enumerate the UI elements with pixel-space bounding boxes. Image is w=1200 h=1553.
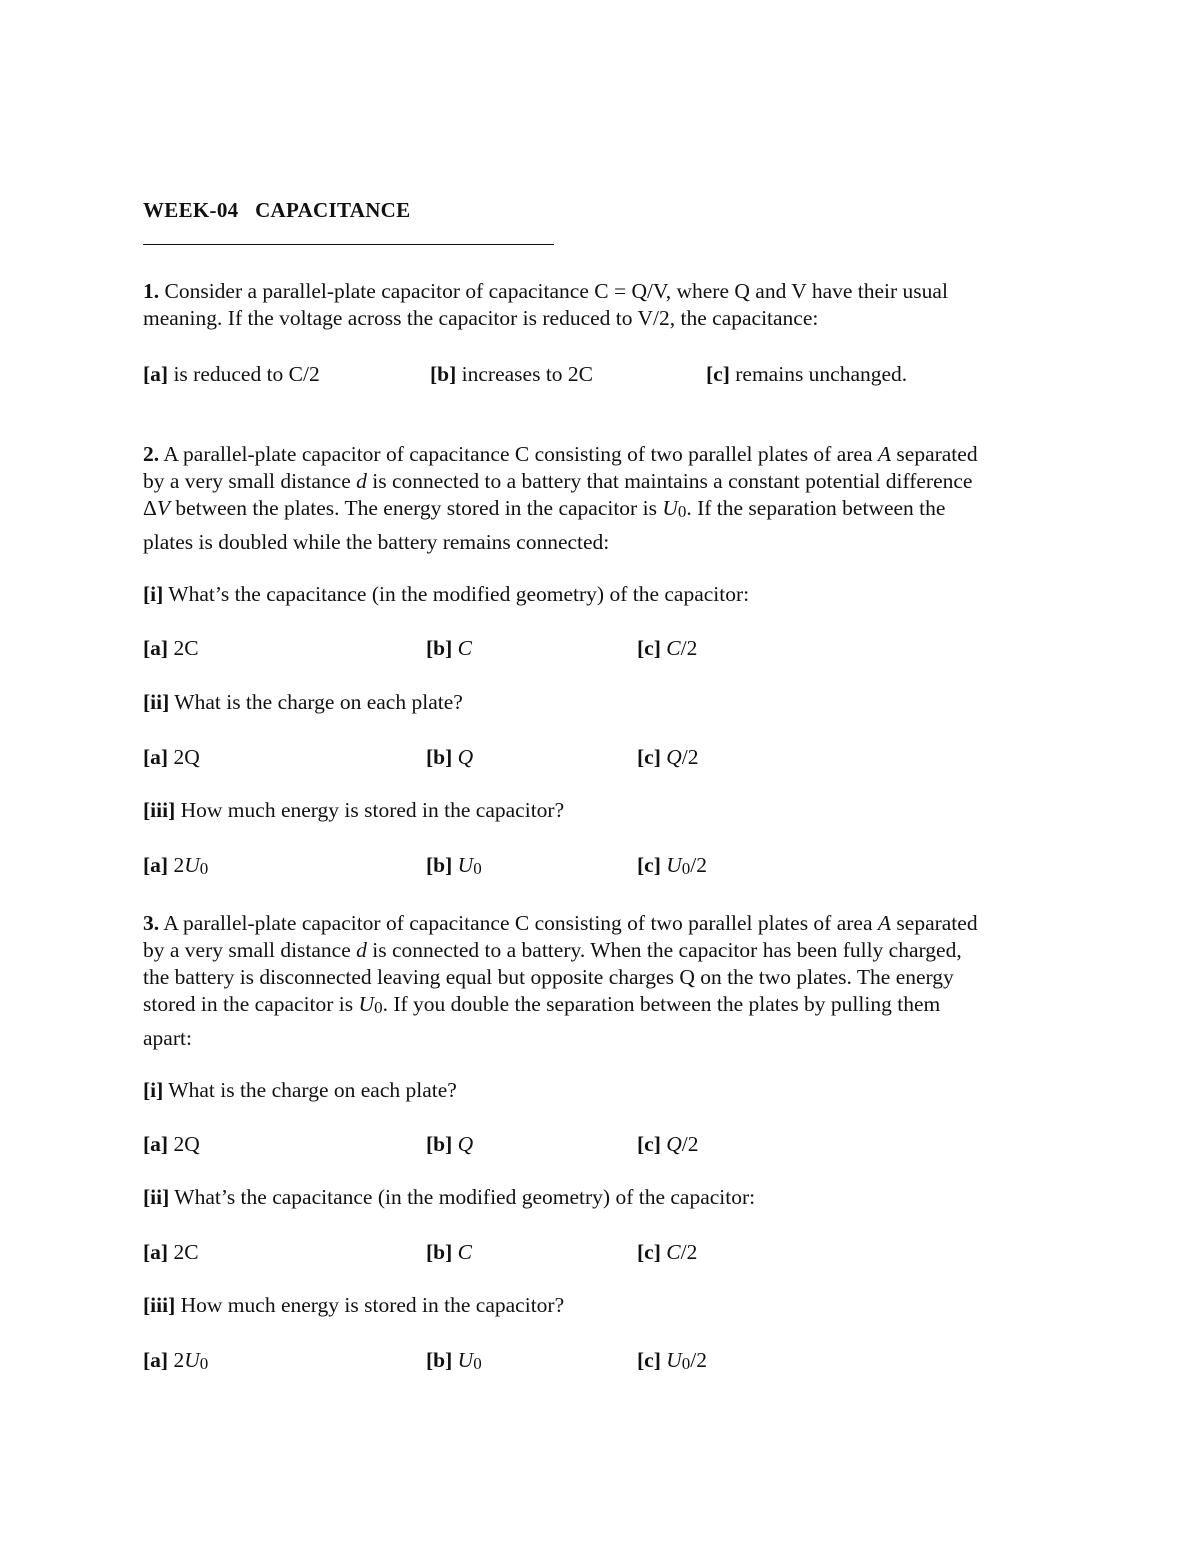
option-variable: Q: [457, 745, 474, 769]
option-label: [a]: [143, 1348, 169, 1372]
energy-subscript: 0: [677, 502, 687, 521]
question-2-line1: [143, 441, 1083, 468]
question-3-part-i: [143, 1077, 457, 1104]
option-label: [a]: [143, 362, 169, 386]
worksheet-page: [143, 195, 1063, 1373]
question-2-line3: [143, 495, 1083, 525]
variable: V: [156, 496, 170, 520]
option-label: [c]: [637, 1132, 661, 1156]
question-2-part-iii-options: [143, 852, 1063, 879]
energy-subscript: 0: [473, 1354, 482, 1373]
question-3: [143, 910, 1083, 1052]
part-text: What is the charge on each plate?: [174, 690, 463, 714]
part-label: [i]: [143, 582, 164, 606]
energy-subscript: 0: [473, 859, 482, 878]
energy-letter: U: [457, 853, 474, 877]
page-title: WEEK-04 CAPACITANCE: [143, 198, 411, 222]
option-label: [c]: [637, 636, 661, 660]
energy-subscript: 0: [681, 859, 691, 878]
question-3-line5: apart:: [143, 1026, 192, 1050]
option-variable: C: [666, 1240, 681, 1264]
question-number: 1.: [143, 279, 160, 303]
variable: d: [356, 938, 367, 962]
text: A parallel-plate capacitor of capacitance C consisting of two parallel plates of area: [163, 442, 878, 466]
question-3-part-ii: [143, 1184, 755, 1211]
option-c: [637, 1239, 697, 1266]
energy-symbol: [458, 1348, 482, 1372]
option-b: [426, 635, 472, 662]
question-2-part-ii: [143, 689, 463, 716]
option-a: [143, 1239, 199, 1266]
question-2-part-i: [143, 581, 749, 608]
text: by a very small distance: [143, 938, 357, 962]
part-text: What’s the capacitance (in the modified geometry) of the capacitor:: [168, 582, 750, 606]
text: separated: [891, 442, 978, 466]
question-3-part-i-options: [143, 1131, 1063, 1158]
part-label: [ii]: [143, 1185, 170, 1209]
option-text: 2Q: [173, 745, 200, 769]
variable: d: [356, 469, 367, 493]
part-label: [iii]: [143, 798, 176, 822]
option-c: [637, 1131, 699, 1158]
energy-letter: U: [662, 496, 678, 520]
option-variable: Q: [666, 1132, 682, 1156]
option-variable: C: [457, 636, 472, 660]
option-a: [143, 1347, 208, 1377]
title-underline: [143, 244, 554, 245]
part-label: [ii]: [143, 690, 170, 714]
text: between the plates. The energy stored in the capacitor is: [169, 496, 663, 520]
option-label: [c]: [637, 853, 661, 877]
question-text: Consider a parallel-plate capacitor of capacitance C = Q/V, where Q and V have their usual: [164, 279, 948, 303]
text: separated: [891, 911, 978, 935]
option-text: 2: [173, 853, 185, 877]
option-text: 2C: [173, 636, 199, 660]
text: is connected to a battery. When the capacitor has been fully charged,: [366, 938, 962, 962]
question-1-text-line2: meaning. If the voltage across the capacitor is reduced to V/2, the capacitance:: [143, 306, 819, 330]
option-text: is reduced to C/2: [173, 362, 320, 386]
question-2-part-iii: [143, 797, 564, 824]
option-b: [426, 744, 473, 771]
question-3-part-iii-options: [143, 1347, 1063, 1374]
question-number: 3.: [143, 911, 160, 935]
option-label: [c]: [637, 1240, 661, 1264]
text: . If you double the separation between the plates by pulling them: [382, 992, 941, 1016]
text: Δ: [143, 496, 157, 520]
energy-letter: U: [666, 1348, 682, 1372]
part-label: [i]: [143, 1078, 164, 1102]
option-b: [430, 361, 593, 388]
option-text: /2: [680, 636, 698, 660]
question-1-options: [143, 361, 1063, 388]
option-text: /2: [690, 853, 708, 877]
option-a: [143, 744, 200, 771]
part-text: How much energy is stored in the capacitor?: [180, 798, 565, 822]
option-label: [a]: [143, 636, 169, 660]
option-c: [637, 635, 697, 662]
energy-symbol: [662, 496, 686, 520]
option-label: [a]: [143, 1132, 169, 1156]
option-c: [637, 744, 699, 771]
option-label: [b]: [426, 636, 453, 660]
question-2: [143, 441, 1083, 556]
option-variable: Q: [457, 1132, 474, 1156]
variable: A: [877, 442, 892, 466]
question-2-line4: plates is doubled while the battery remains connected:: [143, 530, 610, 554]
part-text: What is the charge on each plate?: [168, 1078, 457, 1102]
question-2-part-i-options: [143, 635, 1063, 662]
energy-subscript: 0: [374, 998, 383, 1017]
energy-letter: U: [358, 992, 375, 1016]
energy-symbol: [184, 853, 208, 877]
option-b: [426, 1239, 472, 1266]
option-b: [426, 1347, 482, 1377]
text: A parallel-plate capacitor of capacitance C consisting of two parallel plates of area: [163, 911, 878, 935]
question-number: 2.: [143, 442, 160, 466]
energy-symbol: [184, 1348, 208, 1372]
option-variable: C: [666, 636, 681, 660]
option-label: [b]: [426, 1132, 453, 1156]
energy-letter: U: [184, 853, 200, 877]
option-label: [b]: [426, 745, 453, 769]
option-text: 2Q: [173, 1132, 200, 1156]
option-text: /2: [681, 1132, 699, 1156]
question-3-line2: [143, 937, 1083, 964]
option-label: [a]: [143, 745, 169, 769]
question-3-line4: [143, 991, 1083, 1021]
question-3-part-ii-options: [143, 1239, 1063, 1266]
option-b: [426, 1131, 473, 1158]
question-3-line3: the battery is disconnected leaving equal but opposite charges Q on the two plates. The energy: [143, 965, 954, 989]
option-label: [a]: [143, 1240, 169, 1264]
option-label: [c]: [637, 1348, 661, 1372]
option-c: [637, 1347, 707, 1377]
energy-subscript: 0: [199, 1354, 209, 1373]
variable: A: [877, 911, 892, 935]
option-text: increases to 2C: [461, 362, 594, 386]
option-a: [143, 852, 208, 882]
option-b: [426, 852, 482, 882]
part-label: [iii]: [143, 1293, 176, 1317]
option-text: remains unchanged.: [735, 362, 908, 386]
text: . If the separation between the: [686, 496, 946, 520]
energy-subscript: 0: [681, 1354, 691, 1373]
energy-symbol: [666, 1348, 690, 1372]
energy-symbol: [359, 992, 383, 1016]
text: stored in the capacitor is: [143, 992, 359, 1016]
option-text: /2: [681, 745, 699, 769]
part-text: What’s the capacitance (in the modified geometry) of the capacitor:: [174, 1185, 756, 1209]
text: is connected to a battery that maintains a constant potential difference: [366, 469, 973, 493]
option-variable: Q: [666, 745, 682, 769]
option-label: [b]: [426, 853, 453, 877]
question-3-part-iii: [143, 1292, 564, 1319]
option-label: [c]: [637, 745, 661, 769]
option-text: /2: [680, 1240, 698, 1264]
option-text: 2C: [173, 1240, 199, 1264]
energy-letter: U: [457, 1348, 474, 1372]
energy-letter: U: [184, 1348, 200, 1372]
option-label: [b]: [426, 1240, 453, 1264]
option-text: /2: [690, 1348, 708, 1372]
question-1: [143, 278, 1063, 332]
question-2-line2: [143, 468, 1083, 495]
option-label: [c]: [706, 362, 730, 386]
option-a: [143, 1131, 200, 1158]
option-label: [b]: [426, 1348, 453, 1372]
option-a: [143, 635, 199, 662]
option-text: 2: [173, 1348, 185, 1372]
part-text: How much energy is stored in the capacitor?: [180, 1293, 565, 1317]
question-2-part-ii-options: [143, 744, 1063, 771]
question-3-line1: [143, 910, 1083, 937]
question-1-text: [143, 278, 1063, 305]
option-label: [a]: [143, 853, 169, 877]
energy-letter: U: [666, 853, 682, 877]
option-c: [706, 361, 907, 388]
option-a: [143, 361, 320, 388]
option-label: [b]: [430, 362, 457, 386]
option-c: [637, 852, 707, 882]
energy-symbol: [666, 853, 690, 877]
energy-subscript: 0: [199, 859, 209, 878]
option-variable: C: [457, 1240, 472, 1264]
energy-symbol: [458, 853, 482, 877]
text: by a very small distance: [143, 469, 357, 493]
